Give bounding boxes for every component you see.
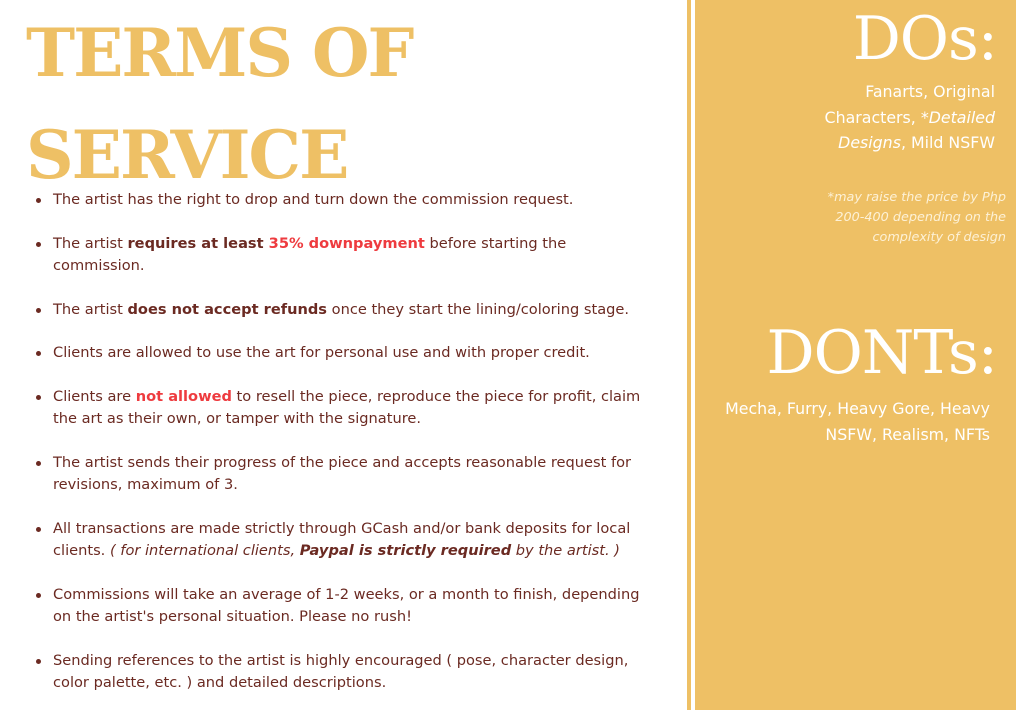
rule-text-segment: to resell the piece, reproduce the piece for profit, claim the art as their own, or tamper with the signature. bbox=[53, 387, 641, 427]
rule-item bbox=[34, 584, 662, 629]
rule-text-segment: Clients are allowed to use the art for personal use and with proper credit. bbox=[53, 344, 590, 361]
rule-item bbox=[34, 299, 662, 322]
rule-text-segment: The artist bbox=[53, 234, 128, 252]
dos-text-end: , Mild NSFW bbox=[900, 133, 995, 152]
rule-text-segment: by the artist. ) bbox=[511, 542, 620, 559]
page-title bbox=[26, 2, 412, 206]
rule-item bbox=[34, 233, 662, 278]
rule-item bbox=[34, 386, 662, 431]
donts-heading: DONTs: bbox=[766, 318, 997, 388]
rule-text-segment: The artist bbox=[53, 300, 128, 318]
rule-text-segment: Paypal is strictly required bbox=[299, 542, 512, 559]
divider bbox=[687, 0, 691, 710]
rule-text-segment: once they start the lining/coloring stage. bbox=[327, 300, 630, 318]
title-line-1: TERMS OF bbox=[26, 14, 413, 92]
rule-text-segment: The artist has the right to drop and turn down the commission request. bbox=[53, 191, 574, 208]
dos-donts-panel bbox=[695, 0, 1016, 710]
rule-text-segment: Clients are bbox=[53, 387, 136, 405]
rule-text-segment: ( for international clients, bbox=[109, 542, 300, 559]
rule-text-segment: All transactions are made strictly through GCash and/or bank deposits for local clients. bbox=[53, 519, 631, 559]
rule-item bbox=[34, 342, 662, 365]
dos-text-italic: *Detailed Designs bbox=[838, 107, 995, 152]
dos-text-plain: Fanarts, Original Characters, bbox=[824, 82, 995, 127]
terms-list bbox=[34, 189, 662, 716]
price-note: *may raise the price by Php 200-400 depending on the complexity of design bbox=[827, 190, 1006, 245]
rule-text-segment: 35% downpayment bbox=[268, 234, 425, 252]
rule-text-segment: Sending references to the artist is highly encouraged ( pose, character design, color palette, etc. ) and detailed descriptions. bbox=[53, 651, 629, 691]
rule-text-segment: The artist sends their progress of the piece and accepts reasonable request for revisions, maximum of 3. bbox=[53, 453, 632, 493]
rule-text-segment: not allowed bbox=[135, 387, 232, 405]
dos-text bbox=[785, 79, 995, 156]
title-line-2: SERVICE bbox=[26, 116, 348, 194]
rule-text-segment: Commissions will take an average of 1-2 weeks, or a month to finish, depending on the artist's personal situation. Please no rush! bbox=[53, 585, 640, 625]
rule-text-segment: before starting the commission. bbox=[53, 234, 567, 274]
rule-item bbox=[34, 189, 662, 212]
rule-item bbox=[34, 518, 662, 563]
rule-text-segment: does not accept refunds bbox=[127, 300, 327, 318]
dos-heading: DOs: bbox=[852, 4, 997, 74]
donts-text: Mecha, Furry, Heavy Gore, Heavy NSFW, Realism, NFTs bbox=[725, 399, 990, 444]
rule-item bbox=[34, 650, 662, 695]
rule-text-segment: requires at least bbox=[127, 234, 269, 252]
rule-item bbox=[34, 452, 662, 497]
